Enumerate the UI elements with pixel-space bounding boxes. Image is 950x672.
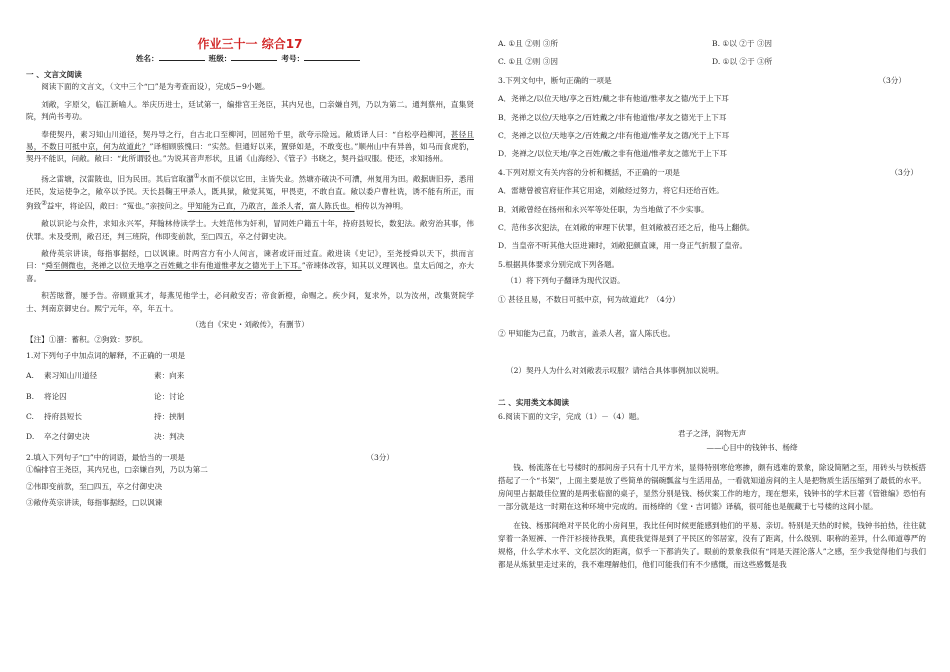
note-mark-1: ① [193, 172, 200, 180]
para2-underlined: 甚径且易，不数日可抵中京，何为故道此？ [26, 129, 474, 152]
q1-option-b[interactable]: B. 将论囚 论：讨论 [26, 391, 185, 401]
q5-sub2: （2）契丹人为什么对刘敞表示叹服？请结合具体事例加以说明。 [506, 365, 724, 375]
page-title: 作业三十一 综合17 [197, 37, 303, 51]
class-label: 班级： [208, 54, 232, 63]
q2-options-row-2 [498, 56, 926, 68]
para2-text-b: ”译相顾骇愧曰：“实然。但通好以来，置驿如是，不敢变也。”顺州山中有异兽，如马而食虎豹，契丹不能识，问敞。敞曰：“此所谓驳也。”为说其音声形状，且诵《山海经》、《管子》书晓之，契丹益叹服。使还，求知扬州。 [26, 142, 474, 164]
note-mark-2: ② [41, 200, 47, 208]
q3-score: （3分） [878, 75, 906, 85]
article-title: 君子之泽，润物无声 [677, 428, 747, 438]
q3-option-a[interactable]: A．尧禅之/以位天地/享之百姓/戴之非有他道/惟孝友之德/光于上下耳 [498, 94, 729, 104]
passage-para-4: 敞以识论与众件，求知永兴军，拜翰林侍读学士。大姓范伟为奸利，冒同姓户籍五十年，持府县短长，数犯法。敞穷治其事，伟伏罪。未及受刑，敞召还，判三班院，伟即变前款，至□四五，卒之付御史决。 [26, 219, 474, 241]
q4-option-b[interactable]: B．刘敞曾经在扬州和永兴军等处任职，为当地做了不少实事。 [498, 204, 709, 214]
q3-option-c[interactable]: C．尧禅之以位/天地享之/百姓戴之/非有他道/惟孝友之德/光于上下耳 [498, 131, 730, 141]
name-blank[interactable] [159, 52, 205, 61]
q1-option-a[interactable]: A. 素习知山川道径 素：向来 [26, 371, 185, 381]
passage-source: （选自《宋史・刘敞传》，有删节） [191, 319, 309, 329]
passage-para-5 [26, 248, 474, 285]
q5-sub1-b: ② 甲知能为己直，乃敢言，盖杀人者，富人陈氏也。 [498, 329, 676, 339]
q2-options-row-1 [498, 38, 926, 50]
name-label: 姓名： [135, 54, 159, 63]
q4-stem: 4.下列对原文有关内容的分析和概括，不正确的一项是 （3分） [498, 167, 926, 179]
q4-option-a[interactable]: A．雷塘曾被官府征作其它用途，刘敞经过努力，将它归还给百姓。 [498, 186, 724, 196]
q4-option-c[interactable]: C．范伟多次犯法，在刘敞的审理下伏罪，但刘敞被召还之后，他马上翻供。 [498, 223, 755, 233]
section1-intro: 阅读下面的文言文，（文中三个“□”是为考查而设），完成5~9小题。 [41, 82, 270, 92]
note-label: 【注】 [26, 335, 49, 345]
q5-stem: 5.根据具体要求分别完成下列各题。 [498, 259, 620, 269]
passage-notes [26, 334, 474, 346]
q4-score: （3分） [890, 167, 918, 177]
q5-sub1-a: ① 甚径且易，不数日可抵中京，何为故道此？（4分） [498, 294, 680, 304]
para5-text-b: ”帝竦体改容，知其以义理讽也。皇太后闻之，亦大喜。 [26, 261, 474, 283]
para3-text-a: 扬之雷塘，汉雷陂也，旧为民田。其后官取潴 [41, 174, 194, 184]
para5-underlined: 舜至侧微也，尧禅之以位天地享之百姓戴之非有他道惟孝友之德光于上下耳。 [45, 261, 302, 271]
q3-stem: 3.下列文句中，断句正确的一项是 （3分） [498, 75, 926, 87]
q2-item-1: ①编排官王尧臣，其内兄也，□亲嫌自列，乃以为第二 [26, 465, 208, 475]
note-items: ①潴：蓄积。②狗致：罗织。 [48, 335, 148, 345]
q1-option-c[interactable]: C. 持府县短长 持：挟制 [26, 412, 185, 421]
q1-stem: 1.对下列句子中加点词的解释，不正确的一项是 [26, 350, 186, 360]
q2-option-b[interactable]: B. ①以 ②于 ③因 [712, 39, 773, 48]
q6-stem: 6.阅读下面的文字，完成（1）－（4）题。 [498, 412, 644, 422]
q1-option-d[interactable]: D. 卒之付御史决 决：判决 [26, 432, 185, 442]
q3-option-b[interactable]: B．尧禅之以位/天地享之/百姓戴之/非有他道惟/孝友之德光于上下耳 [498, 112, 727, 122]
exam-no-label: 考号： [281, 54, 305, 63]
section1-heading: 一 、文言文阅读 [26, 70, 82, 79]
article-subtitle: ——心目中的钱钟书、杨绛 [706, 443, 798, 453]
class-blank[interactable] [231, 52, 277, 61]
article-para-2: 在钱、杨那间绝对平民化的小房间里，我比任何时候更能感到他们的平易、亲切。特别是天热的时候，钱钟书拍热，往往就穿着一条短裤、一件汗衫接待我果，真使我觉得是到了平民区的邻居家，没有了距离，什么级别、职称的差异，什么师道尊严的规格，什么学术水平、文化层次的距离，似乎一下都消失了。眼前的景象我似有“同是天涯沦落人”之感，至少我觉得他们与我们都是从炼狱里走过来的，我不难理解他们，他们可能我们有不少感慨，而这些感慨是我 [498, 520, 926, 569]
q2-option-d[interactable]: D. ①以 ②于 ③所 [712, 57, 773, 67]
para2-text-a: 奉使契丹，素习知山川道径，契丹导之行，自古北口至柳河，回屈殆千里，欲夸示险远。敞质译人曰：“自松亭趋柳河， [41, 129, 451, 139]
q5-sub1: （1）将下列句子翻译为现代汉语。 [506, 276, 625, 286]
q3-option-d[interactable]: D．尧禅之/以位天地/享之百姓/戴之非有他道/惟孝友之德光于上下耳 [498, 149, 727, 159]
q2-item-2: ②伟即变前款，至□四五，卒之付御史决 [26, 481, 163, 491]
passage-para-1: 刘敞，字原父，临江新喻人。举庆历进士，廷试第一，编排官王尧臣，其内兄也，□亲嫌自列，乃以为第二。通判蔡州，直集贤院，判尚书考功。 [26, 99, 474, 122]
para3-underlined: 甲知能为己直，乃敢言，盖杀人者，富人陈氏也。 [187, 201, 355, 211]
para3-text-c: 益牢，将论囚，敞曰：“冤也。”亲按问之。 [46, 201, 188, 211]
para3-text-d: 相传以为神明。 [354, 201, 408, 211]
exam-no-blank[interactable] [304, 52, 360, 61]
article-para-1: 钱、杨流落在七号楼时的那间房子只有十几平方米，显得特别寒伧寒掺，颇有逃难的景象，除设简陋之至，用砖头与铁板搭搭起了一个“书架”，上面主要是放了些简单的锅碗瓢盆与生活用品，一看就知道房间的主人是把物质生活压缩到了最低的水平。房间里占据最佳位置的是两张临窗的桌子，显然分别是钱、杨伏案工作的地方，现在想来，钱钟书的学术巨著《管锥编》恐怕有一部分就是这一时期在这种环境中完成的。而杨绛的《堂・吉诃德》译稿，很可能也是舰藏于七号楼的这间小屋。 [498, 462, 926, 511]
student-info [26, 52, 474, 65]
para5-text-a: 敞侍英宗讲读，每指事据经，□以讽谏。时两宫方有小人间言，谏者或讦而过直。敞进读《史记》，至尧授舜以天下，拱而言曰：“ [26, 248, 474, 271]
para3-text-b: 水而不偿以它田，主皆失业。然塘亦破决不可漕，州复用为田。敞据唐旧券，悉用还民，发运使争之，敞卒以予民。天长县鞠王甲杀人，既具狱，敞觉其冤，甲畏吏，不敢自直。敞以委户曹杜诜，诱不能有所正，而狗致 [26, 174, 474, 211]
passage-para-2 [26, 129, 474, 166]
passage-para-6: 积苦眩瞀，屡予告。帝顾重其才，每燕见他学士，必问敞安否；帝食新橙，命赐之。疾少间，复求外，以为汝州，改集贤院学士、判南京御史台。熙宁元年，卒，年五十。 [26, 291, 474, 313]
q2-option-a[interactable]: A. ①且 ②则 ③所 [498, 39, 558, 48]
q2-stem: 2.填入下列句子“□”中的词语，最恰当的一项是 （3分） [26, 452, 474, 464]
q2-score: （3分） [366, 452, 394, 462]
q2-option-c[interactable]: C. ①且 ②则 ③因 [498, 57, 558, 67]
passage-para-3 [26, 171, 474, 213]
section2-heading: 二 、实用类文本阅读 [498, 397, 569, 407]
left-column [26, 0, 474, 509]
q2-item-3: ③敞侍英宗讲读，每指事据经，□以讽谏 [26, 498, 163, 508]
q4-option-d[interactable]: D．当皇帝不听其他大臣进谏时，刘敞犯颜直谏，用一身正气折服了皇帝。 [498, 241, 748, 251]
right-column [498, 0, 926, 571]
